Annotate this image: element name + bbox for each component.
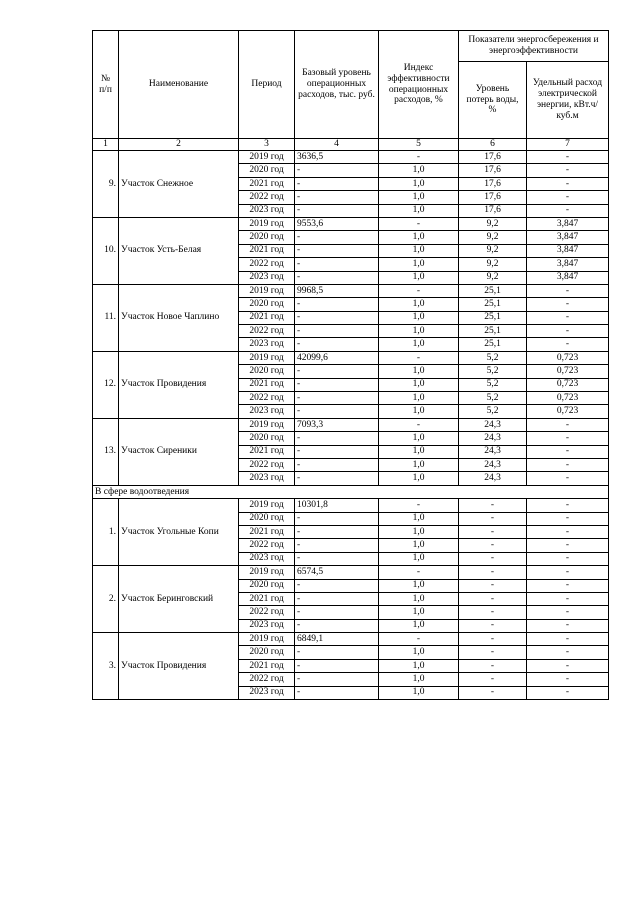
water-loss-cell: - (459, 619, 527, 632)
base-level-cell: - (295, 164, 379, 177)
specific-consumption-cell: - (527, 539, 609, 552)
specific-consumption-cell: - (527, 311, 609, 324)
period-cell: 2019 год (239, 633, 295, 646)
base-level-cell: - (295, 405, 379, 418)
base-level-cell: - (295, 592, 379, 605)
site-name: Участок Снежное (119, 151, 239, 218)
water-loss-cell: 9,2 (459, 271, 527, 284)
water-loss-cell: 9,2 (459, 217, 527, 230)
base-level-cell: - (295, 338, 379, 351)
efficiency-index-cell: 1,0 (379, 204, 459, 217)
base-level-cell: - (295, 552, 379, 565)
period-cell: 2019 год (239, 351, 295, 364)
specific-consumption-cell: - (527, 606, 609, 619)
base-level-cell: - (295, 365, 379, 378)
period-cell: 2020 год (239, 512, 295, 525)
water-loss-cell: 24,3 (459, 445, 527, 458)
specific-consumption-cell: - (527, 619, 609, 632)
specific-consumption-cell: - (527, 284, 609, 297)
specific-consumption-cell: - (527, 164, 609, 177)
base-level-cell: - (295, 258, 379, 271)
period-cell: 2022 год (239, 325, 295, 338)
base-level-cell: - (295, 686, 379, 699)
efficiency-index-cell: - (379, 284, 459, 297)
header-period: Период (239, 31, 295, 139)
base-level-cell: 10301,8 (295, 499, 379, 512)
period-cell: 2022 год (239, 606, 295, 619)
specific-consumption-cell: 0,723 (527, 351, 609, 364)
efficiency-index-cell: - (379, 351, 459, 364)
specific-consumption-cell: 3,847 (527, 244, 609, 257)
water-loss-cell: - (459, 633, 527, 646)
specific-consumption-cell: - (527, 204, 609, 217)
specific-consumption-cell: - (527, 432, 609, 445)
base-level-cell: - (295, 579, 379, 592)
specific-consumption-cell: - (527, 298, 609, 311)
row-number: 1. (93, 499, 119, 566)
water-loss-cell: - (459, 579, 527, 592)
header-water-loss: Уровень потерь воды, % (459, 62, 527, 139)
colnum-6: 6 (459, 139, 527, 151)
water-loss-cell: 25,1 (459, 284, 527, 297)
efficiency-index-cell: 1,0 (379, 191, 459, 204)
period-cell: 2021 год (239, 592, 295, 605)
water-loss-cell: 5,2 (459, 365, 527, 378)
specific-consumption-cell: - (527, 633, 609, 646)
efficiency-index-cell: - (379, 418, 459, 431)
period-cell: 2021 год (239, 311, 295, 324)
water-loss-cell: 5,2 (459, 405, 527, 418)
row-number: 9. (93, 151, 119, 218)
base-level-cell: - (295, 191, 379, 204)
period-cell: 2022 год (239, 458, 295, 471)
base-level-cell: - (295, 378, 379, 391)
specific-consumption-cell: - (527, 191, 609, 204)
base-level-cell: - (295, 525, 379, 538)
period-cell: 2020 год (239, 164, 295, 177)
colnum-2: 2 (119, 139, 239, 151)
efficiency-index-cell: 1,0 (379, 164, 459, 177)
period-cell: 2019 год (239, 499, 295, 512)
water-loss-cell: 24,3 (459, 418, 527, 431)
base-level-cell: - (295, 204, 379, 217)
base-level-cell: - (295, 512, 379, 525)
period-cell: 2020 год (239, 432, 295, 445)
specific-consumption-cell: 0,723 (527, 378, 609, 391)
specific-consumption-cell: - (527, 566, 609, 579)
base-level-cell: - (295, 392, 379, 405)
row-number: 13. (93, 418, 119, 485)
efficiency-index-cell: 1,0 (379, 458, 459, 471)
specific-consumption-cell: - (527, 418, 609, 431)
site-name: Участок Новое Чаплино (119, 284, 239, 351)
specific-consumption-cell: 0,723 (527, 405, 609, 418)
specific-consumption-cell: - (527, 552, 609, 565)
base-level-cell: 6574,5 (295, 566, 379, 579)
water-loss-cell: 24,3 (459, 472, 527, 485)
water-loss-cell: 24,3 (459, 432, 527, 445)
water-loss-cell: 17,6 (459, 164, 527, 177)
efficiency-index-cell: 1,0 (379, 298, 459, 311)
period-cell: 2021 год (239, 525, 295, 538)
specific-consumption-cell: - (527, 177, 609, 190)
base-level-cell: - (295, 271, 379, 284)
efficiency-index-cell: - (379, 217, 459, 230)
base-level-cell: - (295, 298, 379, 311)
efficiency-index-cell: 1,0 (379, 592, 459, 605)
water-loss-cell: - (459, 566, 527, 579)
header-base-level: Базовый уровень операционных расходов, тыс. руб. (295, 31, 379, 139)
period-cell: 2023 год (239, 686, 295, 699)
row-number: 10. (93, 217, 119, 284)
efficiency-index-cell: 1,0 (379, 686, 459, 699)
water-loss-cell: 5,2 (459, 351, 527, 364)
water-loss-cell: 5,2 (459, 378, 527, 391)
efficiency-index-cell: 1,0 (379, 646, 459, 659)
base-level-cell: - (295, 458, 379, 471)
water-loss-cell: - (459, 499, 527, 512)
efficiency-index-cell: 1,0 (379, 606, 459, 619)
efficiency-index-cell: 1,0 (379, 244, 459, 257)
water-loss-cell: - (459, 539, 527, 552)
period-cell: 2023 год (239, 204, 295, 217)
efficiency-index-cell: 1,0 (379, 445, 459, 458)
period-cell: 2022 год (239, 258, 295, 271)
base-level-cell: 42099,6 (295, 351, 379, 364)
efficiency-index-cell: 1,0 (379, 659, 459, 672)
table-row (93, 351, 609, 364)
water-loss-cell: - (459, 646, 527, 659)
table-row (93, 217, 609, 230)
efficiency-index-cell: 1,0 (379, 392, 459, 405)
efficiency-index-cell: 1,0 (379, 177, 459, 190)
specific-consumption-cell: - (527, 151, 609, 164)
site-name: Участок Беринговский (119, 566, 239, 633)
water-loss-cell: 17,6 (459, 151, 527, 164)
water-loss-cell: 5,2 (459, 392, 527, 405)
period-cell: 2020 год (239, 231, 295, 244)
header-energy-group: Показатели энергосбережения и энергоэффективности (459, 31, 609, 62)
efficiency-index-cell: 1,0 (379, 673, 459, 686)
row-number: 11. (93, 284, 119, 351)
period-cell: 2020 год (239, 646, 295, 659)
specific-consumption-cell: 3,847 (527, 271, 609, 284)
water-loss-cell: 9,2 (459, 244, 527, 257)
base-level-cell: - (295, 177, 379, 190)
base-level-cell: - (295, 619, 379, 632)
period-cell: 2022 год (239, 539, 295, 552)
table-row (93, 151, 609, 164)
water-loss-cell: - (459, 606, 527, 619)
period-cell: 2021 год (239, 378, 295, 391)
water-loss-cell: - (459, 686, 527, 699)
efficiency-index-cell: - (379, 151, 459, 164)
specific-consumption-cell: - (527, 659, 609, 672)
water-loss-cell: 25,1 (459, 298, 527, 311)
water-loss-cell: 25,1 (459, 338, 527, 351)
period-cell: 2019 год (239, 284, 295, 297)
table-body (93, 151, 609, 700)
water-loss-cell: 17,6 (459, 191, 527, 204)
efficiency-index-cell: 1,0 (379, 432, 459, 445)
period-cell: 2021 год (239, 445, 295, 458)
table-row (93, 418, 609, 431)
tariff-table (92, 30, 609, 700)
specific-consumption-cell: 3,847 (527, 231, 609, 244)
efficiency-index-cell: 1,0 (379, 405, 459, 418)
base-level-cell: - (295, 472, 379, 485)
site-name: Участок Провидения (119, 633, 239, 700)
water-loss-cell: 25,1 (459, 311, 527, 324)
period-cell: 2019 год (239, 217, 295, 230)
water-loss-cell: - (459, 512, 527, 525)
efficiency-index-cell: 1,0 (379, 271, 459, 284)
base-level-cell: 9553,6 (295, 217, 379, 230)
period-cell: 2020 год (239, 365, 295, 378)
header-name: Наименование (119, 31, 239, 139)
header-specific-consumption: Удельный расход электрической энергии, кВт.ч/куб.м (527, 62, 609, 139)
row-number: 12. (93, 351, 119, 418)
base-level-cell: - (295, 325, 379, 338)
specific-consumption-cell: - (527, 458, 609, 471)
site-name: Участок Сиреники (119, 418, 239, 485)
section-row (93, 485, 609, 498)
period-cell: 2023 год (239, 472, 295, 485)
period-cell: 2021 год (239, 244, 295, 257)
period-cell: 2020 год (239, 298, 295, 311)
period-cell: 2023 год (239, 338, 295, 351)
efficiency-index-cell: 1,0 (379, 525, 459, 538)
header-efficiency-index: Индекс эффективности операционных расходов, % (379, 31, 459, 139)
period-cell: 2020 год (239, 579, 295, 592)
efficiency-index-cell: - (379, 566, 459, 579)
base-level-cell: - (295, 606, 379, 619)
water-loss-cell: 9,2 (459, 258, 527, 271)
base-level-cell: 9968,5 (295, 284, 379, 297)
colnum-3: 3 (239, 139, 295, 151)
period-cell: 2023 год (239, 619, 295, 632)
efficiency-index-cell: 1,0 (379, 311, 459, 324)
efficiency-index-cell: 1,0 (379, 231, 459, 244)
efficiency-index-cell: 1,0 (379, 258, 459, 271)
colnum-5: 5 (379, 139, 459, 151)
period-cell: 2022 год (239, 191, 295, 204)
efficiency-index-cell: 1,0 (379, 552, 459, 565)
specific-consumption-cell: - (527, 499, 609, 512)
specific-consumption-cell: - (527, 525, 609, 538)
table-row (93, 499, 609, 512)
specific-consumption-cell: 3,847 (527, 217, 609, 230)
base-level-cell: - (295, 646, 379, 659)
specific-consumption-cell: - (527, 673, 609, 686)
efficiency-index-cell: 1,0 (379, 619, 459, 632)
efficiency-index-cell: 1,0 (379, 378, 459, 391)
section-title: В сфере водоотведения (93, 485, 609, 498)
specific-consumption-cell: - (527, 325, 609, 338)
base-level-cell: - (295, 673, 379, 686)
specific-consumption-cell: - (527, 512, 609, 525)
water-loss-cell: - (459, 552, 527, 565)
site-name: Участок Усть-Белая (119, 217, 239, 284)
period-cell: 2019 год (239, 418, 295, 431)
base-level-cell: 3636,5 (295, 151, 379, 164)
period-cell: 2019 год (239, 151, 295, 164)
period-cell: 2021 год (239, 177, 295, 190)
efficiency-index-cell: 1,0 (379, 365, 459, 378)
efficiency-index-cell: - (379, 633, 459, 646)
site-name: Участок Угольные Копи (119, 499, 239, 566)
efficiency-index-cell: 1,0 (379, 512, 459, 525)
specific-consumption-cell: - (527, 445, 609, 458)
specific-consumption-cell: - (527, 592, 609, 605)
water-loss-cell: 9,2 (459, 231, 527, 244)
specific-consumption-cell: 0,723 (527, 392, 609, 405)
water-loss-cell: - (459, 525, 527, 538)
efficiency-index-cell: 1,0 (379, 472, 459, 485)
water-loss-cell: 17,6 (459, 177, 527, 190)
row-number: 3. (93, 633, 119, 700)
period-cell: 2023 год (239, 405, 295, 418)
efficiency-index-cell: 1,0 (379, 325, 459, 338)
water-loss-cell: 17,6 (459, 204, 527, 217)
base-level-cell: 7093,3 (295, 418, 379, 431)
specific-consumption-cell: 3,847 (527, 258, 609, 271)
site-name: Участок Провидения (119, 351, 239, 418)
colnum-4: 4 (295, 139, 379, 151)
water-loss-cell: - (459, 659, 527, 672)
base-level-cell: - (295, 445, 379, 458)
header-num: № п/п (93, 31, 119, 139)
water-loss-cell: 25,1 (459, 325, 527, 338)
table-row (93, 284, 609, 297)
row-number: 2. (93, 566, 119, 633)
efficiency-index-cell: - (379, 499, 459, 512)
water-loss-cell: - (459, 592, 527, 605)
table-row (93, 633, 609, 646)
specific-consumption-cell: - (527, 686, 609, 699)
base-level-cell: - (295, 231, 379, 244)
base-level-cell: 6849,1 (295, 633, 379, 646)
water-loss-cell: 24,3 (459, 458, 527, 471)
base-level-cell: - (295, 311, 379, 324)
period-cell: 2023 год (239, 271, 295, 284)
specific-consumption-cell: - (527, 338, 609, 351)
colnum-7: 7 (527, 139, 609, 151)
base-level-cell: - (295, 432, 379, 445)
specific-consumption-cell: - (527, 472, 609, 485)
table-row (93, 566, 609, 579)
colnum-1: 1 (93, 139, 119, 151)
efficiency-index-cell: 1,0 (379, 539, 459, 552)
efficiency-index-cell: 1,0 (379, 338, 459, 351)
specific-consumption-cell: - (527, 646, 609, 659)
period-cell: 2019 год (239, 566, 295, 579)
base-level-cell: - (295, 539, 379, 552)
specific-consumption-cell: - (527, 579, 609, 592)
period-cell: 2023 год (239, 552, 295, 565)
period-cell: 2022 год (239, 392, 295, 405)
base-level-cell: - (295, 244, 379, 257)
period-cell: 2022 год (239, 673, 295, 686)
efficiency-index-cell: 1,0 (379, 579, 459, 592)
period-cell: 2021 год (239, 659, 295, 672)
water-loss-cell: - (459, 673, 527, 686)
base-level-cell: - (295, 659, 379, 672)
specific-consumption-cell: 0,723 (527, 365, 609, 378)
